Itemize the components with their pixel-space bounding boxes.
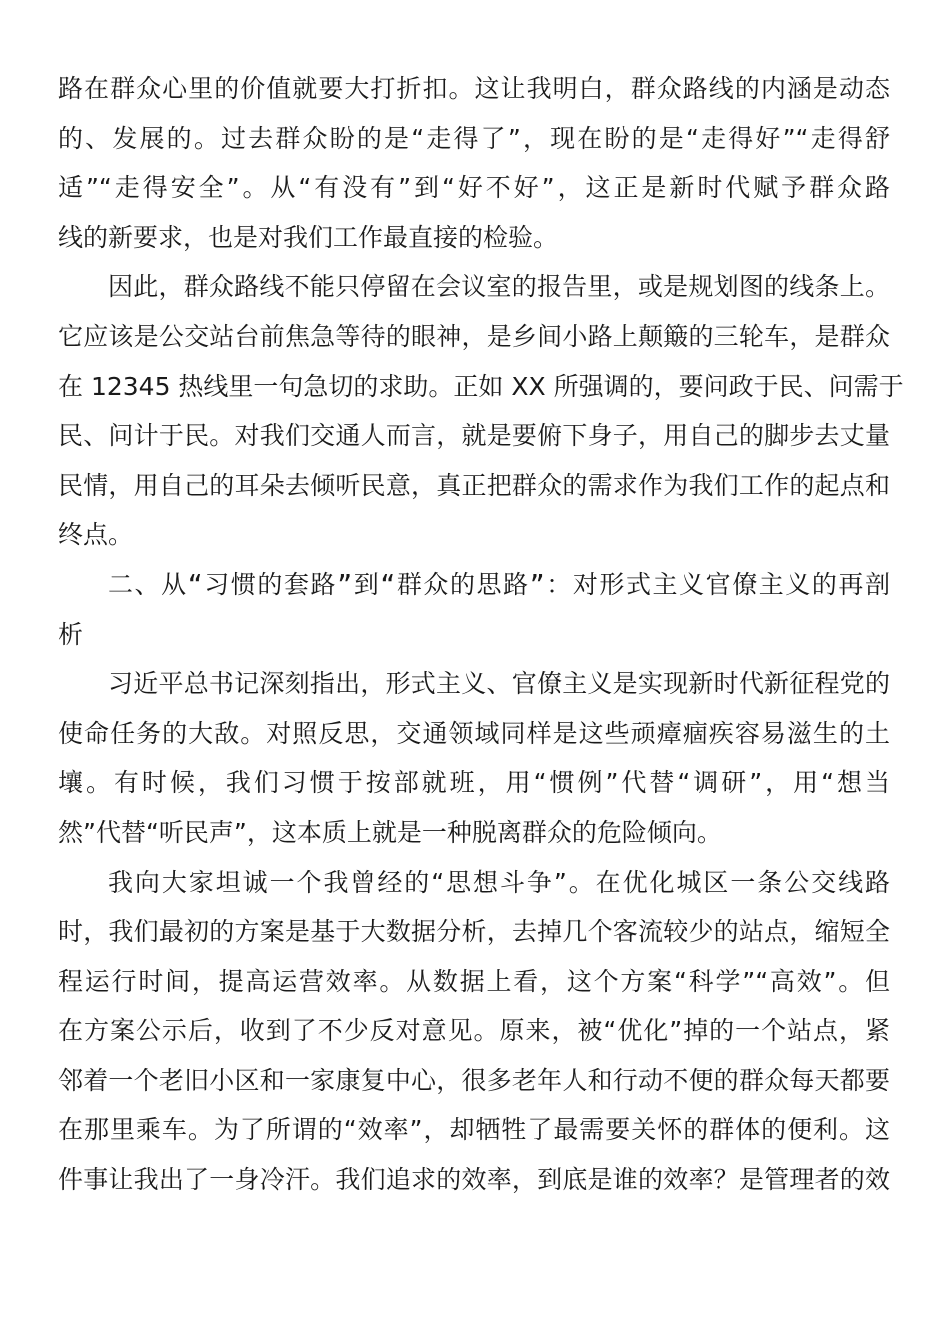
text-line: 终点。: [58, 520, 134, 550]
text-line: 程运行时间，提高运营效率。从数据上看，这个方案“科学”“高效”。但: [58, 966, 890, 996]
text-line: 民情，用自己的耳朵去倾听民意，真正把群众的需求作为我们工作的起点和: [58, 470, 890, 500]
text-line: 使命任务的大敌。对照反思，交通领域同样是这些顽瘴痼疾容易滋生的土: [58, 718, 890, 748]
text-line: 在方案公示后，收到了不少反对意见。原来，被“优化”掉的一个站点，紧: [58, 1016, 890, 1046]
paragraph-first-line: 因此，群众路线不能只停留在会议室的报告里，或是规划图的线条上。: [108, 272, 890, 302]
text-line: 壤。有时候，我们习惯于按部就班，用“惯例”代替“调研”，用“想当: [58, 768, 890, 798]
text-line: 邻着一个老旧小区和一家康复中心，很多老年人和行动不便的群众每天都要: [58, 1065, 890, 1095]
text-line: 然”代替“听民声”，这本质上就是一种脱离群众的危险倾向。: [58, 817, 722, 847]
text-line: 时，我们最初的方案是基于大数据分析，去掉几个客流较少的站点，缩短全: [58, 917, 890, 947]
text-line: 在那里乘车。为了所谓的“效率”，却牺牲了最需要关怀的群体的便利。这: [58, 1115, 890, 1145]
text-line: 在 12345 热线里一句急切的求助。正如 XX 所强调的，要问政于民、问需于: [58, 371, 904, 401]
section-heading-continued: 析: [58, 619, 84, 649]
text-line: 它应该是公交站台前焦急等待的眼神，是乡间小路上颠簸的三轮车，是群众: [58, 321, 890, 351]
document-body: [58, 64, 904, 1205]
section-heading: 二、从“习惯的套路”到“群众的思路”：对形式主义官僚主义的再剖: [108, 569, 890, 599]
text-line: 路在群众心里的价值就要大打折扣。这让我明白，群众路线的内涵是动态: [58, 74, 890, 103]
text-line: 件事让我出了一身冷汗。我们追求的效率，到底是谁的效率？是管理者的效: [58, 1165, 890, 1195]
text-line: 民、问计于民。对我们交通人而言，就是要俯下身子，用自己的脚步去丈量: [58, 421, 890, 451]
text-line: 适”“走得安全”。从“有没有”到“好不好”，这正是新时代赋予群众路: [58, 173, 890, 203]
paragraph-first-line: 习近平总书记深刻指出，形式主义、官僚主义是实现新时代新征程党的: [108, 669, 890, 699]
paragraph-first-line: 我向大家坦诚一个我曾经的“思想斗争”。在优化城区一条公交线路: [108, 867, 890, 897]
text-line: 线的新要求，也是对我们工作最直接的检验。: [58, 222, 559, 252]
text-line: 的、发展的。过去群众盼的是“走得了”，现在盼的是“走得好”“走得舒: [58, 123, 890, 153]
